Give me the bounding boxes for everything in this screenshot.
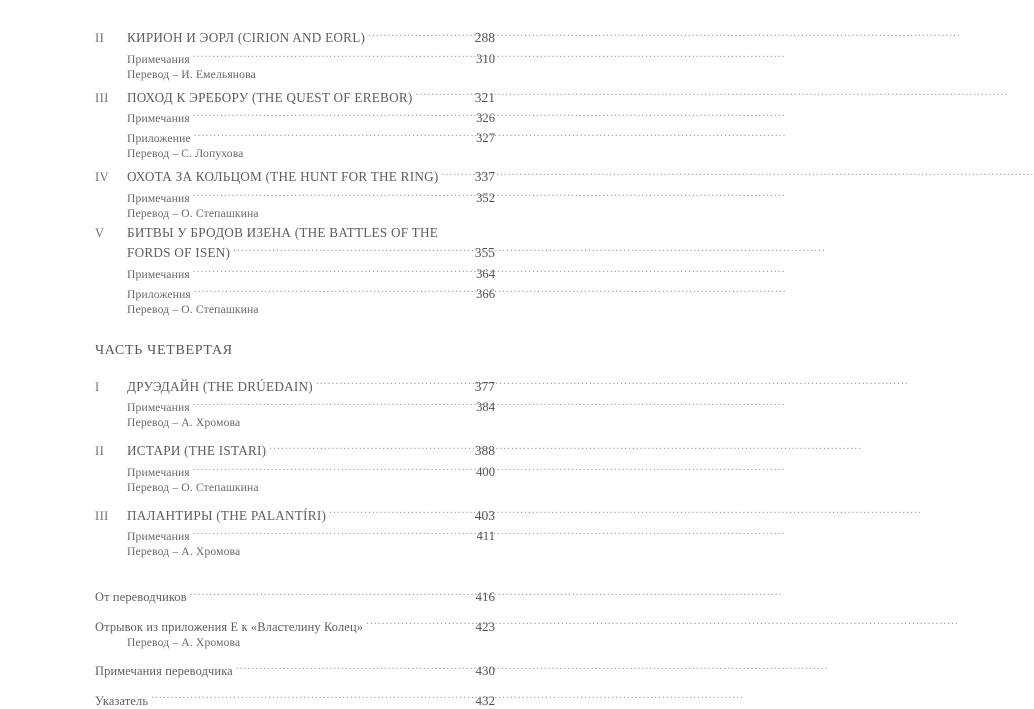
dot-leader — [151, 689, 474, 705]
dot-leader — [442, 165, 474, 181]
chapter-numeral: III — [95, 508, 127, 525]
dot-leader — [193, 524, 476, 540]
subentry-label: Примечания — [127, 400, 190, 415]
dot-leader — [193, 262, 475, 278]
toc-entry-backmatter[interactable] — [0, 585, 600, 606]
part-heading: ЧАСТЬ ЧЕТВЕРТАЯ — [0, 343, 600, 359]
subentry-label: Приложения — [127, 287, 191, 302]
dot-leader — [190, 585, 475, 601]
translator-credit: Перевод – А. Хромова — [0, 415, 600, 430]
chapter-numeral: I — [95, 379, 127, 396]
dot-leader — [368, 26, 474, 42]
chapter-title-line2: FORDS OF ISEN) — [127, 245, 230, 262]
translator-credit: Перевод – А. Хромова — [0, 544, 600, 559]
chapter-page-number: 355 — [475, 245, 495, 262]
subentry-page-number: 310 — [476, 52, 495, 67]
toc-entry-chapter-continuation[interactable] — [0, 241, 600, 262]
toc-entry-chapter[interactable] — [0, 375, 600, 396]
toc-entry-chapter[interactable] — [0, 225, 600, 242]
backmatter-title: От переводчиков — [95, 589, 187, 606]
part-heading-spacer — [0, 317, 600, 343]
subentry-label: Примечания — [127, 111, 190, 126]
chapter-title: ДРУЭДАЙН (THE DRÚEDAIN) — [127, 379, 313, 396]
subentry-label: Примечания — [127, 52, 190, 67]
dot-leader — [329, 504, 474, 520]
dot-leader — [193, 106, 475, 122]
translator-credit: Перевод – О. Степашкина — [0, 206, 600, 221]
dot-leader — [269, 439, 473, 455]
dot-leader — [193, 186, 475, 202]
subentry-page-number: 384 — [476, 400, 495, 415]
translator-credit: Перевод – С. Лопухова — [0, 146, 600, 161]
dot-leader — [194, 126, 475, 142]
subentry-page-number: 400 — [476, 465, 495, 480]
subentry-label: Примечания — [127, 529, 190, 544]
backmatter-title: Указатель — [95, 693, 148, 709]
chapter-page-number: 288 — [475, 30, 495, 47]
chapter-title: ПОХОД К ЭРЕБОРУ (THE QUEST OF EREBOR) — [127, 90, 413, 107]
toc-entry-chapter[interactable] — [0, 165, 600, 186]
toc-page — [0, 0, 600, 600]
dot-leader — [233, 241, 474, 257]
subentry-label: Примечания — [127, 465, 190, 480]
dot-leader — [366, 615, 474, 631]
toc-entry-backmatter[interactable] — [0, 689, 600, 709]
subentry-label: Примечания — [127, 191, 190, 206]
dot-leader — [194, 282, 475, 298]
chapter-page-number: 377 — [475, 379, 495, 396]
translator-credit: Перевод – А. Хромова — [0, 635, 600, 650]
chapter-numeral: II — [95, 443, 127, 460]
toc-subentry[interactable] — [0, 262, 600, 282]
subentry-page-number: 364 — [476, 267, 495, 282]
chapter-title: ПАЛАНТИРЫ (THE PALANTÍRI) — [127, 508, 326, 525]
toc-subentry[interactable] — [0, 186, 600, 206]
subentry-label: Приложение — [127, 131, 191, 146]
back-matter-spacer — [0, 559, 600, 585]
backmatter-page-number: 430 — [476, 663, 496, 680]
dot-leader — [316, 375, 474, 391]
backmatter-page-number: 423 — [476, 619, 496, 636]
toc-subentry[interactable] — [0, 47, 600, 67]
chapter-title: ОХОТА ЗА КОЛЬЦОМ (THE HUNT FOR THE RING) — [127, 169, 439, 186]
chapter-page-number: 403 — [475, 508, 495, 525]
dot-leader — [236, 659, 475, 675]
backmatter-title: Отрывок из приложения Е к «Властелину Колец» — [95, 619, 363, 636]
toc-subentry[interactable] — [0, 126, 600, 146]
chapter-numeral: III — [95, 90, 127, 107]
translator-credit: Перевод – О. Степашкина — [0, 302, 600, 317]
toc-subentry[interactable] — [0, 395, 600, 415]
dot-leader — [193, 460, 475, 476]
top-spacer — [0, 0, 600, 26]
dot-leader — [193, 47, 475, 63]
toc-subentry[interactable] — [0, 524, 600, 544]
toc-entry-chapter[interactable] — [0, 504, 600, 525]
toc-entry-backmatter[interactable] — [0, 615, 600, 636]
after-part-heading-spacer — [0, 359, 600, 375]
backmatter-title: Примечания переводчика — [95, 663, 233, 680]
chapter-title-line1: БИТВЫ У БРОДОВ ИЗЕНА (THE BATTLES OF THE — [127, 225, 438, 242]
backmatter-page-number: 416 — [476, 589, 496, 606]
toc-entry-chapter[interactable] — [0, 26, 600, 47]
toc-entry-chapter[interactable] — [0, 86, 600, 107]
chapter-page-number: 388 — [475, 443, 495, 460]
subentry-page-number: 327 — [476, 131, 495, 146]
chapter-numeral: V — [95, 225, 127, 242]
backmatter-page-number: 432 — [476, 693, 496, 709]
toc-subentry[interactable] — [0, 106, 600, 126]
subentry-page-number: 326 — [476, 111, 495, 126]
translator-credit: Перевод – И. Емельянова — [0, 67, 600, 82]
chapter-numeral: II — [95, 30, 127, 47]
toc-entry-chapter[interactable] — [0, 439, 600, 460]
toc-subentry[interactable] — [0, 460, 600, 480]
dot-leader — [416, 86, 474, 102]
subentry-page-number: 352 — [476, 191, 495, 206]
dot-leader — [193, 395, 475, 411]
chapter-numeral: IV — [95, 169, 127, 186]
subentry-page-number: 366 — [476, 287, 495, 302]
toc-subentry[interactable] — [0, 282, 600, 302]
chapter-page-number: 337 — [475, 169, 495, 186]
translator-credit: Перевод – О. Степашкина — [0, 480, 600, 495]
chapter-title: КИРИОН И ЭОРЛ (CIRION AND EORL) — [127, 30, 365, 47]
subentry-label: Примечания — [127, 267, 190, 282]
chapter-title: ИСТАРИ (THE ISTARI) — [127, 443, 266, 460]
subentry-page-number: 411 — [477, 529, 495, 544]
chapter-page-number: 321 — [475, 90, 495, 107]
toc-entry-backmatter[interactable] — [0, 659, 600, 680]
